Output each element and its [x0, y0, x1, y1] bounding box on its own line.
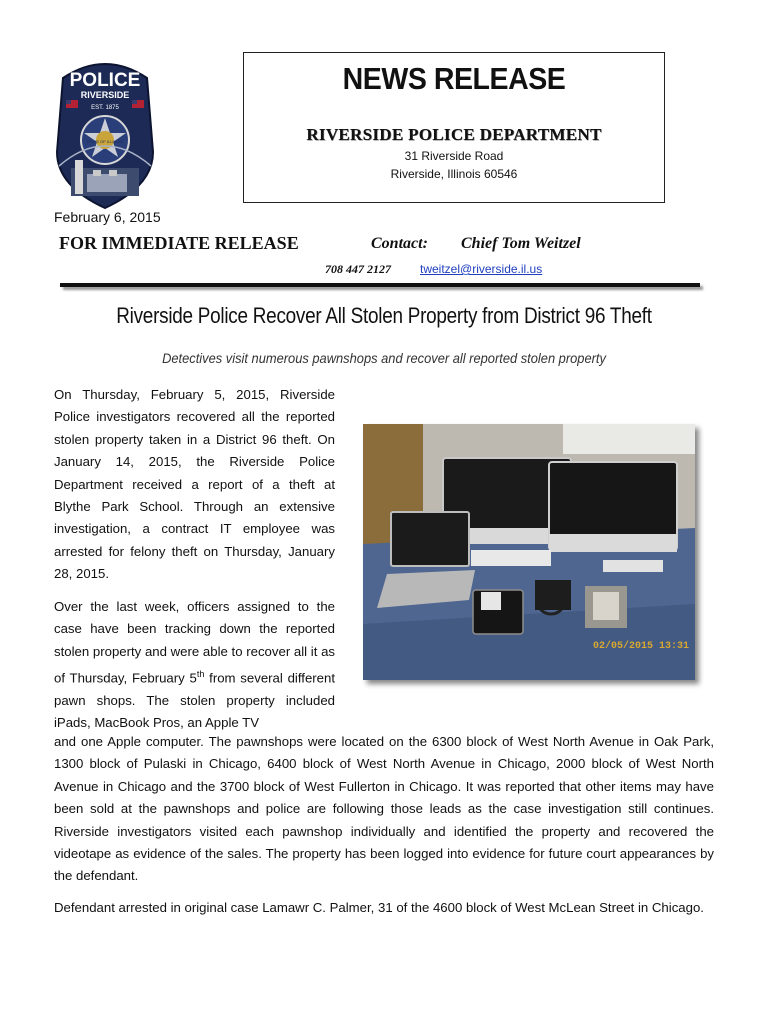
- ordinal-suffix: th: [196, 669, 205, 680]
- badge-established: EST. 1875: [91, 105, 119, 111]
- header-divider: [60, 283, 700, 287]
- recovered-property-photo: [363, 424, 695, 680]
- article-paragraph-3: Defendant arrested in original case Lamawr C. Palmer, 31 of the 4600 block of West McLean Street in Chicago.: [54, 900, 704, 915]
- badge-top-text: POLICE: [69, 70, 141, 91]
- contact-label: Contact:: [371, 235, 428, 252]
- article-paragraph-2-full-width: and one Apple computer. The pawnshops were located on the 6300 block of West North Avenue in Oak Park, 1300 block of Pulaski in Chicago, 6400 block of West North Avenue in Chicago, 2000 block of West North Avenue in Chicago and the 3700 block of West Fullerton in Chicago. It was reported that other items may have been sold at the pawnshops and police are following those leads as the case investigation still continues. Riverside investigators visited each pawnshop individually and identified the property and recovered the videotape as evidence of the sales. The property has been logged into evidence for future court appearances by the defendant.: [54, 734, 714, 884]
- badge-city: RIVERSIDE: [80, 90, 130, 100]
- news-release-header-box: [243, 52, 665, 203]
- contact-name: Chief Tom Weitzel: [461, 235, 581, 252]
- paragraph-2-text-b: from several different pawn shops. The stolen property included iPads, MacBook Pros, an Apple TV: [54, 670, 336, 731]
- article-subheadline: Detectives visit numerous pawnshops and recover all reported stolen property: [162, 350, 606, 366]
- article-paragraph-2-wrapped: [54, 596, 335, 735]
- article-headline: Riverside Police Recover All Stolen Property from District 96 Theft: [116, 303, 652, 328]
- article-paragraph-1: On Thursday, February 5, 2015, Riverside Police investigators recovered all the reported stolen property taken in a District 96 theft. On January 14, 2015, the Riverside Police Department received a report of a theft at Blythe Park School. Through an extensive investigation, a contract IT employee was arrested for felony theft on Thursday, January 28, 2015.: [54, 387, 335, 582]
- contact-email-link[interactable]: tweitzel@riverside.il.us: [420, 262, 543, 276]
- immediate-release-label: FOR IMMEDIATE RELEASE: [59, 233, 299, 253]
- news-release-title: NEWS RELEASE: [342, 61, 566, 96]
- paragraph-2-text-a: Over the last week, officers assigned to the case have been tracking down the reported stolen property and were able to recover all it as of Thursday, February 5: [54, 599, 335, 686]
- photo-timestamp: 02/05/2015 13:31: [593, 641, 690, 652]
- address-line-2: Riverside, Illinois 60546: [390, 167, 518, 181]
- badge-seal-text: STATE OF ILLINOIS: [86, 139, 124, 144]
- release-date: February 6, 2015: [54, 209, 161, 225]
- police-badge-logo: [53, 56, 157, 210]
- contact-phone: 708 447 2127: [325, 262, 391, 276]
- photo-illustration: [363, 424, 695, 680]
- address-line-1: 31 Riverside Road: [404, 149, 504, 163]
- department-name: RIVERSIDE POLICE DEPARTMENT: [306, 125, 602, 144]
